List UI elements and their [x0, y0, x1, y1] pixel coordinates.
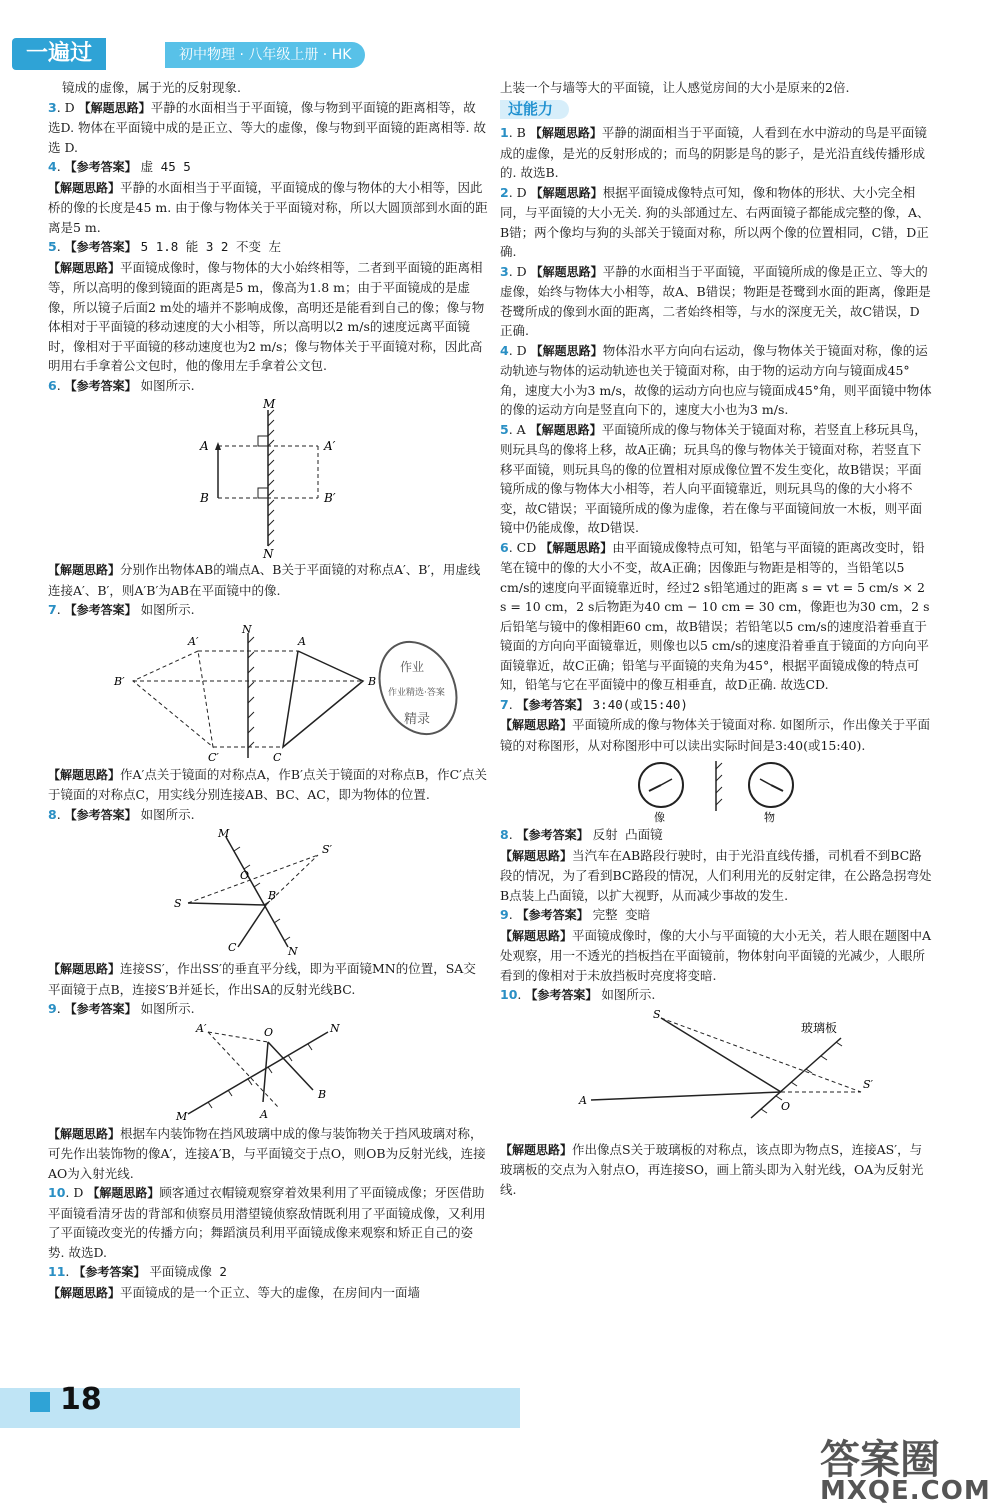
label-n: N	[288, 945, 298, 957]
stamp-top: 作业	[400, 659, 425, 674]
stamp-bottom: 精录	[404, 711, 431, 727]
explain-text: 【解题思路】平面镜成像时，像的大小与平面镜的大小无关，若人眼在题图中A处观察，用一不透光的挡板挡在平面镜前，物体射向平面镜的光减少，人眼所看到的像相对于未放挡板时亮度将变暗.	[500, 927, 932, 983]
explain-text: 【解题思路】连接SS′，作出SS′的垂直平分线，即为平面镜MN的位置，SA交平面镜于点B，连接S′B并延长，作出SA的反射光线BC.	[48, 961, 476, 997]
right-column	[500, 78, 932, 1199]
answer-item: 10. 【参考答案】 如图所示.	[500, 987, 656, 1002]
answer-item: 9. 【参考答案】 如图所示.	[48, 1001, 195, 1016]
label-o: O	[781, 1099, 791, 1113]
label-b: B	[268, 889, 277, 902]
answer-item: 5. 【参考答案】 5 1.8 能 3 2 不变 左	[48, 239, 281, 254]
answer-item: 7. 【参考答案】 3:40(或15:40)	[500, 696, 688, 712]
label-b: B	[368, 674, 377, 688]
label-object: 物	[764, 811, 775, 823]
label-o: O	[240, 869, 250, 882]
label-m: M	[263, 398, 276, 411]
explain-text: 【解题思路】平面镜所成的像与物体关于镜面对称. 如图所示，作出像关于平面镜的对称图形，从对称图形中可以读出实际时间是3:40(或15:40).	[500, 717, 930, 753]
label-glass: 玻璃板	[801, 1020, 838, 1035]
answer-item: 2. D 【解题思路】根据平面镜成像特点可知，像和物体的形状、大小完全相同，与平面镜的大小无关. 狗的头部通过左、右两面镜子都能成完整的像，A、B错；两个像均与狗的头部关于镜面对称，所以两个像的位置相同，C错，D正确.	[500, 184, 930, 259]
page-marker	[30, 1392, 50, 1412]
answer-item: 3. D 【解题思路】平静的水面相当于平面镜，平面镜所成的像是正立、等大的虚像，始终与物体大小相等，故A、B错误；物距是苍鹭到水面的距离，像距是苍鹭所成的像到水面的距离，二者始终相等，与水的深度无关，故C错误，D正确.	[500, 263, 931, 338]
explain-text: 【解题思路】分别作出物体AB的端点A、B关于平面镜的对称点A′、B′，用虚线连接A′、B′，则A′B′为AB在平面镜中的像.	[48, 562, 481, 598]
figure-7-mirror	[78, 623, 458, 763]
page-footer	[0, 1368, 1000, 1506]
figure-8-mirror	[168, 827, 368, 957]
label-m: M	[218, 827, 230, 840]
label-s: S	[653, 1007, 661, 1021]
label-a-prime: A′	[324, 439, 336, 453]
explain-text: 【解题思路】作A′点关于镜面的对称点A，作B′点关于镜面的对称点B，作C′点关于镜面的对称点C，用实线分别连接AB、BC、AC，即为物体的位置.	[48, 766, 488, 802]
label-b: B	[200, 491, 209, 505]
label-n: N	[263, 547, 274, 558]
answer-item: 10. D 【解题思路】顾客通过衣帽镜观察穿着效果利用了平面镜成像；牙医借助平面镜看清牙齿的背部和侦察员用潜望镜侦察敌情既利用了平面镜成像，又利用了平面镜改变光的传播方向；舞蹈演员利用平面镜成像来观察和矫正自己的姿势. 故选D.	[48, 1185, 486, 1260]
explain-text: 【解题思路】平面镜成的是一个正立、等大的虚像，在房间内一面墙	[48, 1284, 421, 1300]
label-a: A	[260, 1107, 268, 1121]
figure-clock	[616, 757, 816, 823]
stamp-mid: 作业精选·答案	[388, 687, 445, 698]
answer-item: 11. 【参考答案】 平面镜成像 2	[48, 1264, 227, 1279]
answer-item: 4. D 【解题思路】物体沿水平方向向右运动，像与物体关于镜面对称，像的运动轨迹与物体的运动轨迹也关于镜面对称，由于物的运动方向与镜面成45°角，速度大小为3 m/s，故像的运动方向也应与镜面成45°角，则平面镜中物体的像的运动方向是竖直向下的，速度大小也为3 m/s.	[500, 342, 932, 417]
answer-item: 9. 【参考答案】 完整 变暗	[500, 907, 651, 922]
answer-item: 8. 【参考答案】 反射 凸面镜	[500, 827, 663, 842]
page-number: 18	[60, 1382, 102, 1417]
label-a-prime: A′	[196, 1021, 207, 1035]
explain-text: 【解题思路】根据车内装饰物在挡风玻璃中成的像与装饰物关于挡风玻璃对称，可先作出装饰物的像A′，连接A′B，与平面镜交于点O，则OB为反射光线，连接AO为入射光线.	[48, 1125, 486, 1181]
answer-item: 3. D 【解题思路】平静的水面相当于平面镜，像与物到平面镜的距离相等，故选D. 物体在平面镜中成的是正立、等大的虚像，像与物到平面镜的距离相等. 故选 D.	[48, 99, 486, 155]
answer-item: 5. A 【解题思路】平面镜所成的像与物体关于镜面对称，若竖直上移玩具鸟，则玩具鸟的像将上移，故A正确；玩具鸟的像与物体关于镜面对称，若竖直下移平面镜，则玩具鸟的像的位置相对原成像位置不发生变化，故B错误；平面镜所成的像与物体大小相等，若人向平面镜靠近，则玩具鸟的像的大小将不变，故C错误；平面镜所成的像为虚像，若在像与平面镜间放一木板，则平面镜中仍能成像，故D错误.	[500, 421, 927, 535]
explain-text: 【解题思路】平面镜成像时，像与物体的大小始终相等，二者到平面镜的距离相等，所以高明的像到镜面的距离是5 m，像高为1.8 m；由于平面镜成的是虚像，所以镜子后面2 m处的墙并不影响成像，高明还是能看到自己的像；像与物体相对于平面镜的移动速度的大小相等，所以高明以2 m/s的速度远离平面镜时，像相对于平面镜的移动速度也为2 m/s；像与物体关于平面镜对称，因此高明用右手拿着公文包时，他的像用左手拿着公文包.	[48, 259, 485, 373]
answer-item: 6. 【参考答案】 如图所示.	[48, 377, 195, 393]
label-c-prime: C′	[208, 750, 219, 763]
watermark-logo: 答案圈	[820, 1437, 940, 1483]
explain-text: 【解题思路】平静的水面相当于平面镜，平面镜成的像与物体的大小相等，因此桥的像的长度是45 m. 由于像与物体关于平面镜对称，所以大圆顶部到水面的距离是5 m.	[48, 179, 488, 235]
page-header	[0, 0, 1000, 78]
label-c: C	[273, 750, 282, 763]
label-b-prime: B′	[324, 491, 336, 505]
figure-6-mirror	[178, 398, 358, 558]
label-s-prime: S′	[322, 843, 333, 856]
label-a-prime: A′	[188, 634, 199, 648]
label-n: N	[330, 1021, 340, 1035]
book-logo: 一遍过	[12, 38, 106, 70]
label-s: S	[174, 897, 182, 910]
label-n: N	[242, 622, 252, 636]
left-column	[48, 78, 488, 1303]
stamp-image	[365, 629, 458, 746]
label-image: 像	[654, 811, 665, 823]
label-s-prime: S′	[863, 1077, 874, 1091]
answer-item: 6. CD 【解题思路】由平面镜成像特点可知，铅笔与平面镜的距离改变时，铅笔在镜中的像的大小不变，故A正确；因像距与物距是相等的，当铅笔以5 cm/s的速度向平面镜靠近时，经过2 s铅笔通过的距离 s = vt = 5 cm/s × 2 s = 10 cm，2 s后物距为40 cm − 10 cm = 30 cm，像距也为30 cm，2 s后铅笔与镜中的像相距60 cm，故B错误；若铅笔以5 cm/s的速度沿着垂直于镜面的方向向平面镜靠近，则像也以5 cm/s的速度沿着垂直于镜面的方向向平面镜靠近，故C正确；铅笔与平面镜的夹角为45°，根据平面镜成像的特点可知，铅笔与它在平面镜中的像互相垂直，故D正确. 故选CD.	[500, 539, 930, 692]
label-a: A	[298, 634, 306, 648]
label-c: C	[228, 941, 237, 954]
label-m: M	[176, 1109, 188, 1122]
watermark-url: MXQE.COM	[820, 1476, 991, 1506]
label-b-prime: B′	[114, 674, 125, 688]
figure-9-windshield	[168, 1022, 368, 1122]
label-a: A	[579, 1093, 587, 1107]
explain-text: 【解题思路】作出像点S关于玻璃板的对称点，该点即为物点S，连接AS′，与玻璃板的交点为入射点O，再连接SO，画上箭头即为入射光线，OA为反射光线.	[500, 1141, 924, 1197]
explain-text: 【解题思路】当汽车在AB路段行驶时，由于光沿直线传播，司机看不到BC路段的情况，为了看到BC路段的情况，人们利用光的反射定律，在公路急拐弯处B点装上凸面镜，以扩大视野，从而减少事故的发生.	[500, 847, 932, 903]
book-subtitle: 初中物理 · 八年级上册 · HK	[165, 42, 365, 68]
label-o: O	[264, 1025, 274, 1039]
answer-line: 上装一个与墙等大的平面镜，让人感觉房间的大小是原来的2倍.	[500, 80, 850, 95]
figure-10-glass	[551, 1008, 881, 1138]
label-a: A	[200, 439, 209, 453]
answer-line: 镜成的虚像，属于光的反射现象.	[62, 80, 241, 95]
answer-item: 1. B 【解题思路】平静的湖面相当于平面镜，人看到在水中游动的鸟是平面镜成的虚像，是光的反射形成的；而鸟的阴影是鸟的影子，是光沿直线传播形成的. 故选B.	[500, 125, 927, 180]
answer-item: 8. 【参考答案】 如图所示.	[48, 806, 195, 822]
answer-item: 7. 【参考答案】 如图所示.	[48, 602, 195, 617]
answer-item: 4. 【参考答案】 虚 45 5	[48, 159, 191, 174]
section-title: 过能力	[500, 100, 569, 120]
label-b: B	[318, 1087, 327, 1101]
